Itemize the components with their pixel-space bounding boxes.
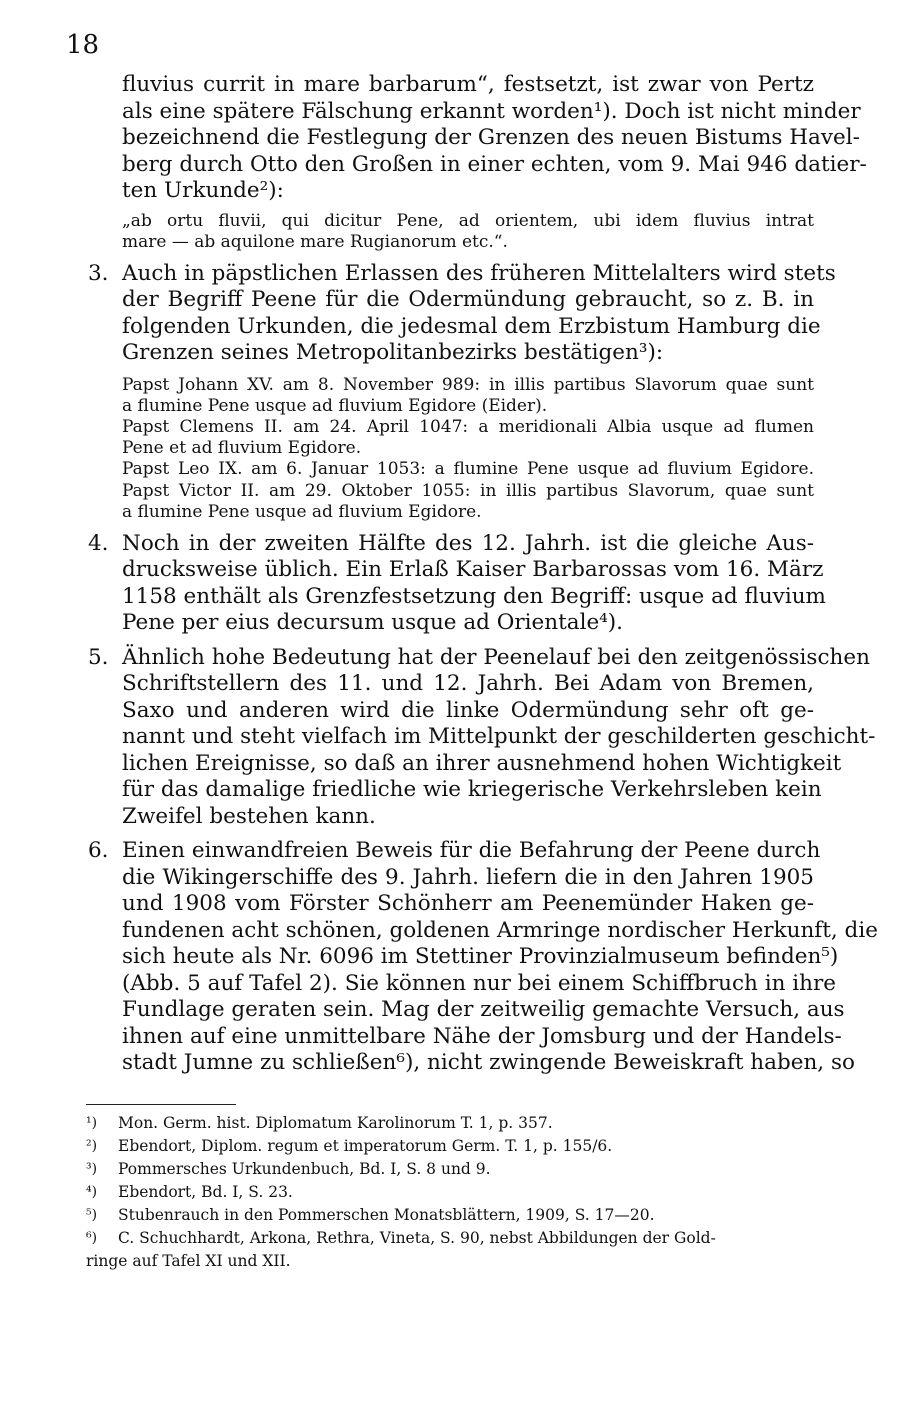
decree-line: Papst Clemens II. am 24. April 1047: a meridionali Albia usque ad flumen xyxy=(122,416,814,437)
footnote-number: ¹) xyxy=(86,1115,98,1131)
body-text xyxy=(88,72,878,1077)
footnote xyxy=(86,1181,746,1204)
text-line: Zweifel bestehen kann. xyxy=(122,803,376,829)
text-line: als eine spätere Fälschung erkannt worden¹). Doch ist nicht minder xyxy=(122,98,861,124)
text-line: folgenden Urkunden, die jedesmal dem Erzbistum Hamburg die xyxy=(122,313,821,339)
decree-line: Papst Leo IX. am 6. Januar 1053: a flumine Pene usque ad fluvium Egidore. xyxy=(122,459,814,480)
text-line: Auch in päpstlichen Erlassen des früheren Mittelalters wird stets xyxy=(122,260,836,286)
decree-line: a flumine Pene usque ad fluvium Egidore. xyxy=(122,501,482,522)
text-line: lichen Ereignisse, so daß an ihrer ausnehmend hohen Wichtigkeit xyxy=(122,750,842,776)
text-line: Noch in der zweiten Hälfte des 12. Jahrh. ist die gleiche Aus- xyxy=(122,530,814,556)
text-line: Grenzen seines Metropolitanbezirks bestätigen³): xyxy=(122,340,664,365)
text-line: die Wikingerschiffe des 9. Jahrh. liefern die in den Jahren 1905 xyxy=(122,864,814,890)
quote-line: „ab ortu fluvii, qui dicitur Pene, ad orientem, ubi idem fluvius intrat xyxy=(122,210,814,231)
footnote-divider xyxy=(86,1104,236,1105)
text-line: fluvius currit in mare barbarum“, festsetzt, ist zwar von Pertz xyxy=(122,72,814,97)
text-line: berg durch Otto den Großen in einer echten, vom 9. Mai 946 datier- xyxy=(122,151,867,177)
numbered-item-5 xyxy=(88,644,876,831)
text-line: (Abb. 5 auf Tafel 2). Sie können nur bei einem Schiffbruch in ihre xyxy=(122,970,836,996)
text-line: fundenen acht schönen, goldenen Armringe nordischer Herkunft, die xyxy=(122,917,878,943)
item-number: 5. xyxy=(88,644,109,670)
text-line: bezeichnend die Festlegung der Grenzen des neuen Bistums Havel- xyxy=(122,125,860,150)
footnote xyxy=(86,1158,746,1181)
footnotes xyxy=(86,1112,746,1273)
footnote-text: Ebendort, Diplom. regum et imperatorum Germ. T. 1, p. 155/6. xyxy=(118,1137,613,1155)
footnote-text: Pommersches Urkundenbuch, Bd. I, S. 8 und 9. xyxy=(118,1160,491,1178)
footnote xyxy=(86,1135,746,1158)
text-line: Ähnlich hohe Bedeutung hat der Peenelauf bei den zeitgenössischen xyxy=(122,644,870,670)
text-line: Einen einwandfreien Beweis für die Befahrung der Peene durch xyxy=(122,838,821,864)
decree-line: Papst Victor II. am 29. Oktober 1055: in illis partibus Slavorum, quae sunt xyxy=(122,480,814,501)
text-line: ihnen auf eine unmittelbare Nähe der Jomsburg und der Handels- xyxy=(122,1023,842,1049)
footnote-number: ⁵) xyxy=(86,1207,98,1223)
footnote-number: ³) xyxy=(86,1161,98,1177)
footnote-text: C. Schuchhardt, Arkona, Rethra, Vineta, S. 90, nebst Abbildungen der Gold- xyxy=(118,1229,716,1247)
text-line: Saxo und anderen wird die linke Odermündung sehr oft ge- xyxy=(122,697,814,723)
footnote-text: Ebendort, Bd. I, S. 23. xyxy=(118,1183,293,1201)
numbered-item-6 xyxy=(88,838,878,1077)
latin-quote xyxy=(122,211,814,253)
item-number: 6. xyxy=(88,838,109,864)
decree-line: Papst Johann XV. am 8. November 989: in illis partibus Slavorum quae sunt xyxy=(122,374,814,395)
text-line: Pene per eius decursum usque ad Orientale⁴). xyxy=(122,610,624,636)
text-line: sich heute als Nr. 6096 im Stettiner Provinzialmuseum befinden⁵) xyxy=(122,944,839,970)
page-number: 18 xyxy=(66,30,100,60)
numbered-item-4 xyxy=(88,530,826,637)
decree-line: a flumine Pene usque ad fluvium Egidore (Eider). xyxy=(122,395,548,416)
item-number: 4. xyxy=(88,530,109,556)
footnote-continuation: ringe auf Tafel XI und XII. xyxy=(86,1252,291,1270)
footnote-number: ²) xyxy=(86,1138,98,1154)
text-line: ten Urkunde²): xyxy=(122,178,284,203)
intro-paragraph xyxy=(122,72,867,205)
text-line: und 1908 vom Förster Schönherr am Peenemünder Haken ge- xyxy=(122,891,814,917)
decree-line: Pene et ad fluvium Egidore. xyxy=(122,438,362,459)
item-number: 3. xyxy=(88,260,109,286)
text-line: stadt Jumne zu schließen⁶), nicht zwingende Beweiskraft haben, so xyxy=(122,1050,855,1076)
footnote xyxy=(86,1227,746,1250)
quote-line: mare — ab aquilone mare Rugianorum etc.“. xyxy=(122,231,508,252)
footnote-text: Stubenrauch in den Pommerschen Monatsblättern, 1909, S. 17—20. xyxy=(118,1206,655,1224)
footnote xyxy=(86,1204,746,1227)
text-line: nannt und steht vielfach im Mittelpunkt der geschilderten geschicht- xyxy=(122,724,876,750)
footnote-number: ⁶) xyxy=(86,1230,98,1246)
text-line: der Begriff Peene für die Odermündung gebraucht, so z. B. in xyxy=(122,287,814,312)
text-line: für das damalige friedliche wie kriegerische Verkehrsleben kein xyxy=(122,777,822,803)
text-line: drucksweise üblich. Ein Erlaß Kaiser Barbarossas vom 16. März xyxy=(122,557,824,583)
footnote-text: Mon. Germ. hist. Diplomatum Karolinorum T. 1, p. 357. xyxy=(118,1114,553,1132)
footnote-number: ⁴) xyxy=(86,1184,98,1200)
text-line: Schriftstellern des 11. und 12. Jahrh. Bei Adam von Bremen, xyxy=(122,671,814,697)
papal-decrees-list xyxy=(122,375,814,523)
footnote xyxy=(86,1112,746,1135)
text-line: Fundlage geraten sein. Mag der zeitweilig gemachte Versuch, aus xyxy=(122,997,845,1023)
text-line: 1158 enthält als Grenzfestsetzung den Begriff: usque ad fluvium xyxy=(122,583,826,609)
numbered-item-3 xyxy=(88,260,836,523)
